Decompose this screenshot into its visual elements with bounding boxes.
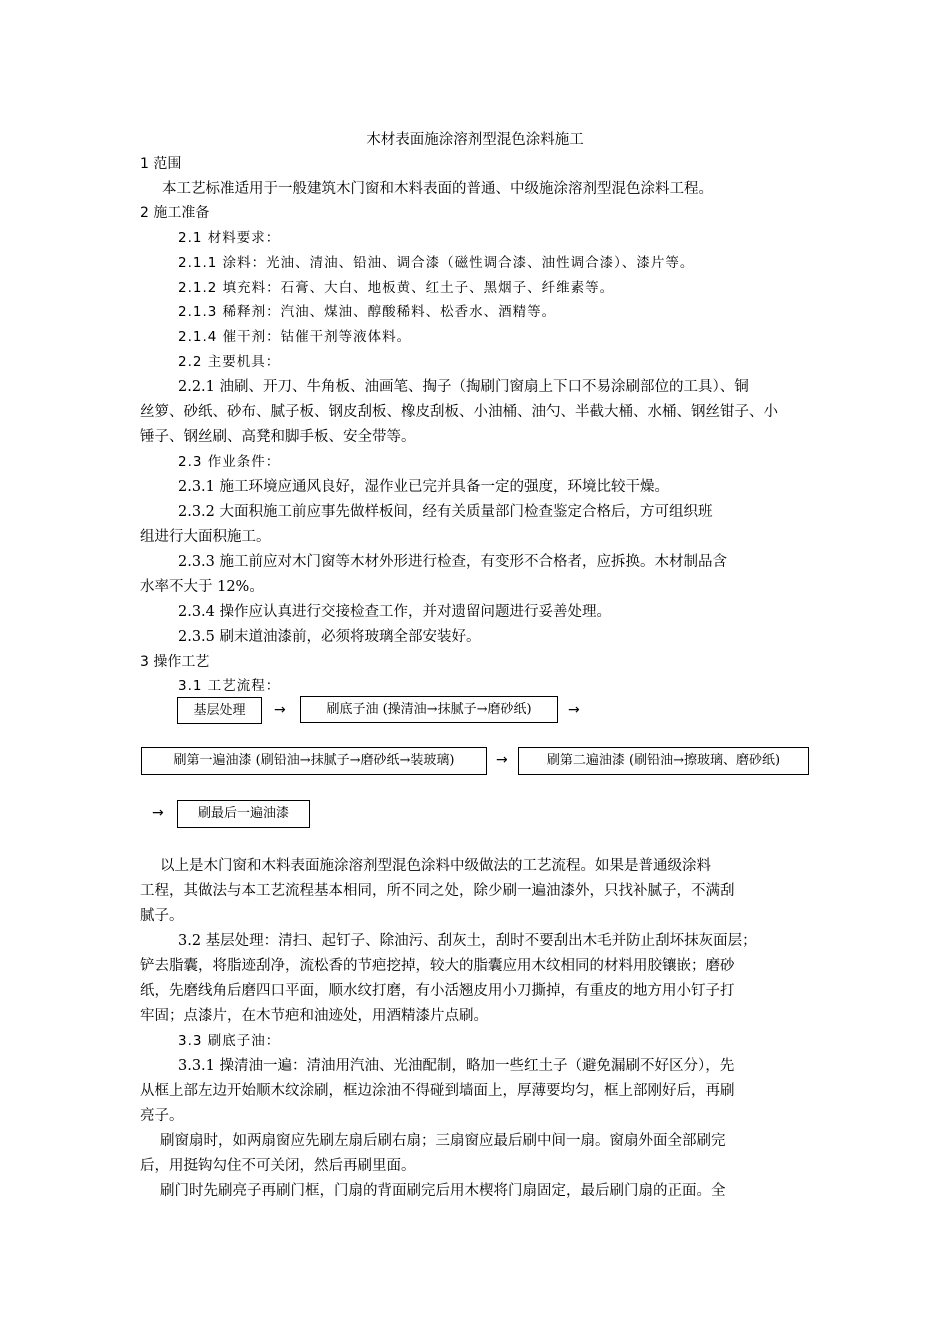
section-2-3: 2.3 作业条件： [178, 454, 281, 470]
section-2-1-4: 2.1.4 催干剂：钴催干剂等液体料。 [178, 329, 412, 345]
section-2-1-1: 2.1.1 涂料：光油、清油、铅油、调合漆（磁性调合漆、油性调合漆）、漆片等。 [178, 255, 695, 271]
section-2-3-5: 2.3.5 刷末道油漆前，必须将玻璃全部安装好。 [178, 629, 481, 645]
section-2-3-3-line1: 2.3.3 施工前应对木门窗等木材外形进行检查，有变形不合格者，应拆换。木材制品含 [178, 554, 728, 570]
section-3-note-line1: 以上是木门窗和木料表面施涂溶剂型混色涂料中级做法的工艺流程。如果是普通级涂料 [160, 858, 711, 874]
section-2-3-4: 2.3.4 操作应认真进行交接检查工作，并对遗留问题进行妥善处理。 [178, 604, 612, 620]
section-3-1: 3.1 工艺流程： [178, 678, 281, 694]
flow-arrow: → [152, 805, 164, 821]
section-3-note-line2: 工程，其做法与本工艺流程基本相同，所不同之处，除少刷一遍油漆外，只找补腻子，不满刮 [140, 883, 735, 899]
flow-arrow: → [274, 702, 286, 718]
flow-step-final-coat: 刷最后一遍油漆 [177, 800, 310, 828]
document-title: 木材表面施涂溶剂型混色涂料施工 [366, 132, 584, 148]
section-2-2-1-line2: 丝箩、砂纸、砂布、腻子板、钢皮刮板、橡皮刮板、小油桶、油勺、半截大桶、水桶、钢丝钳子、小 [140, 404, 778, 420]
section-2-3-1: 2.3.1 施工环境应通风良好，湿作业已完并具备一定的强度，环境比较干燥。 [178, 479, 670, 495]
section-3-3-1-line1: 3.3.1 操清油一遍：清油用汽油、光油配制，略加一些红土子（避免漏刷不好区分），先 [178, 1058, 735, 1074]
section-2-1: 2.1 材料要求： [178, 230, 281, 246]
section-3-2-line2: 铲去脂囊，将脂迹刮净，流松香的节疤挖掉，较大的脂囊应用木纹相同的材料用胶镶嵌；磨砂 [140, 958, 735, 974]
flow-step-first-coat: 刷第一遍油漆 (刷铅油→抹腻子→磨砂纸→装玻璃) [141, 747, 487, 775]
section-2-heading: 2 施工准备 [140, 205, 210, 221]
section-3-2-line3: 纸，先磨线角后磨四口平面，顺水纹打磨，有小活翘皮用小刀撕掉，有重皮的地方用小钉子打 [140, 983, 735, 999]
flow-arrow: → [568, 702, 580, 718]
flow-step-second-coat: 刷第二遍油漆 (刷铅油→擦玻璃、磨砂纸) [518, 747, 809, 775]
section-3-2-line1: 3.2 基层处理：清扫、起钉子、除油污、刮灰土，刮时不要刮出木毛并防止刮坏抹灰面层； [178, 933, 757, 949]
flow-arrow: → [496, 752, 508, 768]
section-1-text: 本工艺标准适用于一般建筑木门窗和木料表面的普通、中级施涂溶剂型混色涂料工程。 [162, 181, 713, 197]
section-2-3-3-line2: 水率不大于 12%。 [140, 579, 264, 595]
section-2-2: 2.2 主要机具： [178, 354, 281, 370]
door-paint-line1: 刷门时先刷亮子再刷门框，门扇的背面刷完后用木楔将门扇固定，最后刷门扇的正面。全 [160, 1183, 726, 1199]
window-sash-line1: 刷窗扇时，如两扇窗应先刷左扇后刷右扇；三扇窗应最后刷中间一扇。窗扇外面全部刷完 [160, 1133, 726, 1149]
section-2-3-2-line1: 2.3.2 大面积施工前应事先做样板间，经有关质量部门检查鉴定合格后，方可组织班 [178, 504, 713, 520]
section-2-3-2-line2: 组进行大面积施工。 [140, 529, 271, 545]
section-2-1-2: 2.1.2 填充料：石膏、大白、地板黄、红土子、黑烟子、纤维素等。 [178, 280, 615, 296]
section-3-3-1-line2: 从框上部左边开始顺木纹涂刷，框边涂油不得碰到墙面上，厚薄要均匀，框上部刚好后，再刷 [140, 1083, 735, 1099]
section-3-heading: 3 操作工艺 [140, 654, 210, 670]
section-3-2-line4: 牢固；点漆片，在木节疤和油迹处，用酒精漆片点刷。 [140, 1008, 488, 1024]
flow-step-base-treatment: 基层处理 [177, 697, 262, 724]
window-sash-line2: 后，用挺钩勾住不可关闭，然后再刷里面。 [140, 1158, 416, 1174]
section-2-2-1-line1: 2.2.1 油刷、开刀、牛角板、油画笔、掏子（掏刷门窗扇上下口不易涂刷部位的工具）、铜 [178, 379, 749, 395]
section-2-1-3: 2.1.3 稀释剂：汽油、煤油、醇酸稀料、松香水、酒精等。 [178, 304, 557, 320]
section-1-heading: 1 范围 [140, 156, 182, 172]
section-3-note-line3: 腻子。 [140, 908, 184, 924]
flow-step-base-oil: 刷底子油 (操清油→抹腻子→磨砂纸) [300, 696, 558, 723]
section-2-2-1-line3: 锤子、钢丝刷、高凳和脚手板、安全带等。 [140, 429, 416, 445]
section-3-3: 3.3 刷底子油： [178, 1033, 281, 1049]
section-3-3-1-line3: 亮子。 [140, 1108, 184, 1124]
